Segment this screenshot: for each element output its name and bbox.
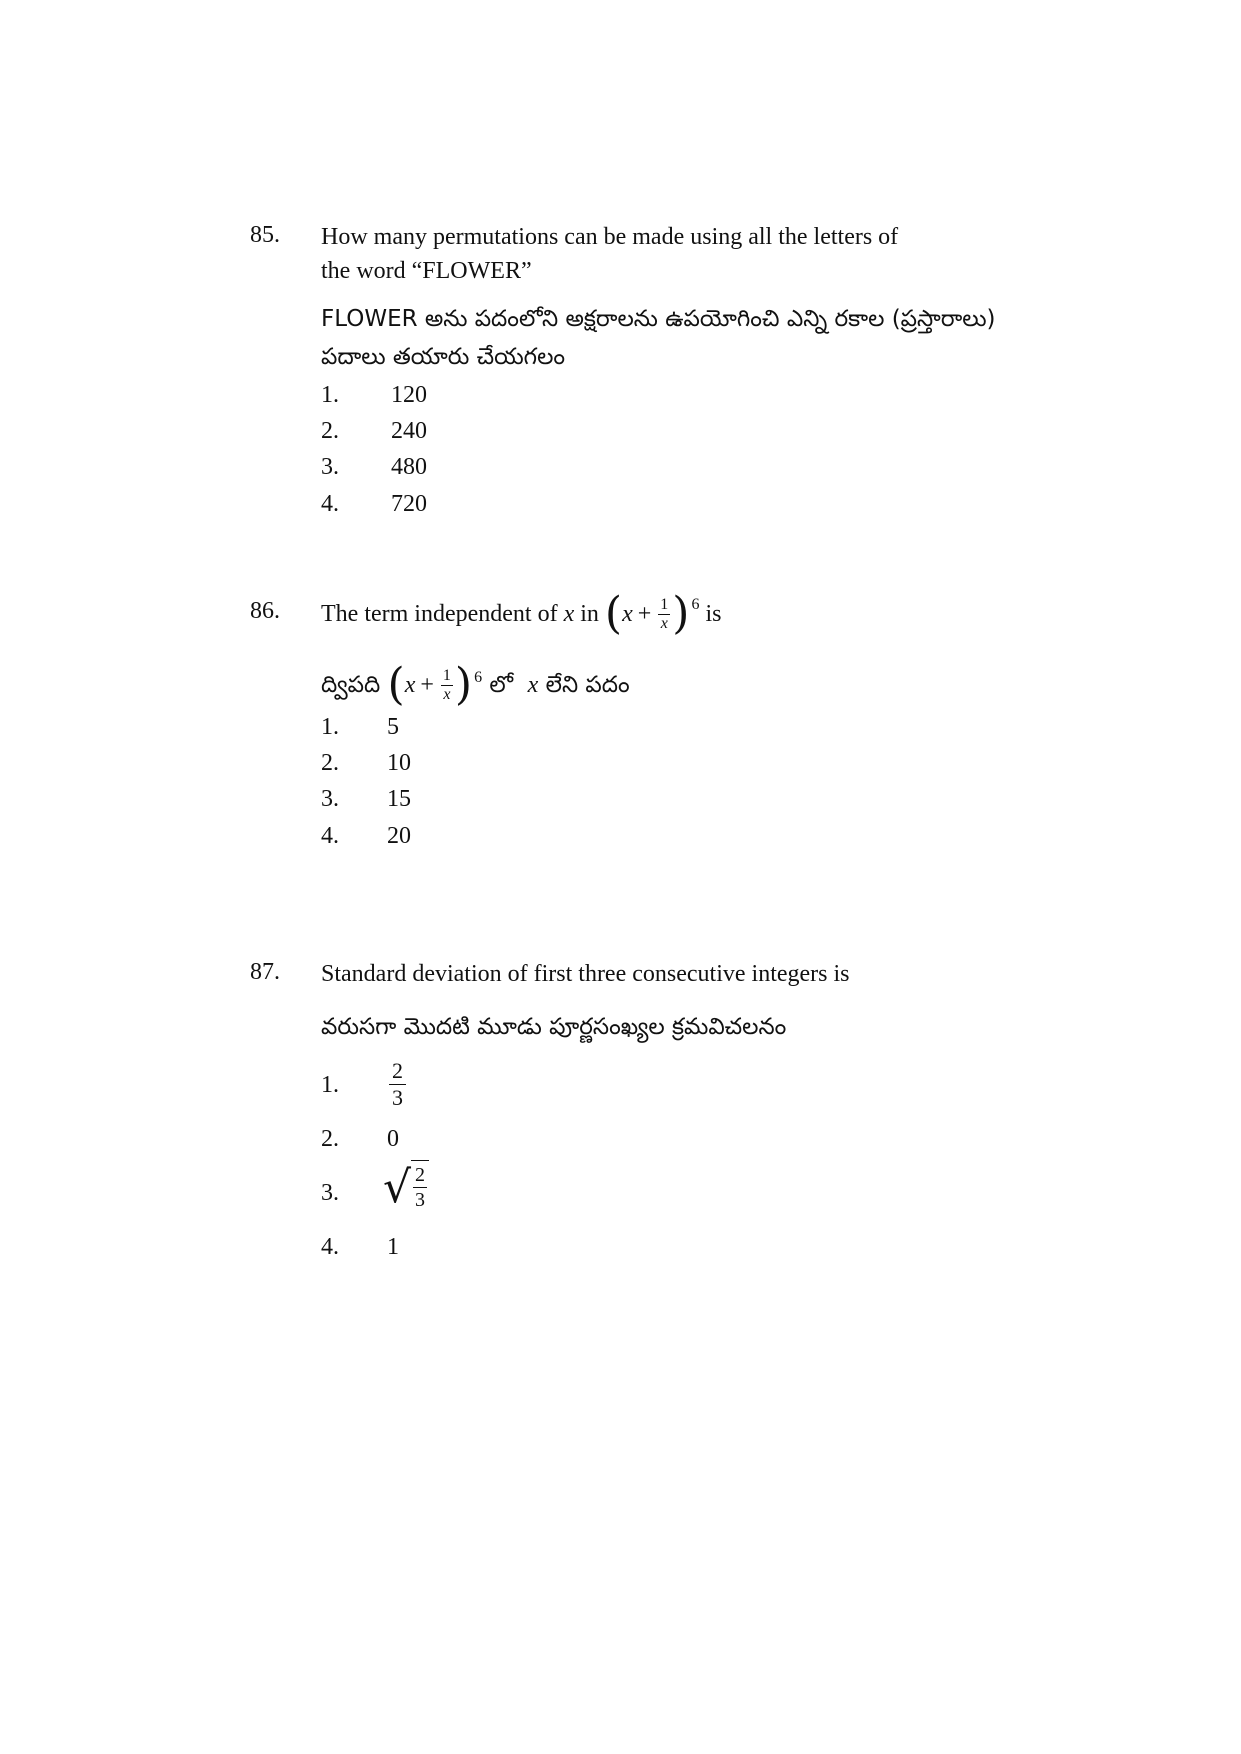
close-paren: )	[672, 588, 690, 639]
english-text: is	[705, 601, 722, 627]
question-text-english	[321, 220, 1081, 288]
fraction-denominator: x	[660, 614, 668, 632]
binomial-expression	[387, 659, 483, 710]
variable-x: x	[563, 601, 575, 627]
fraction-denominator: x	[443, 685, 451, 703]
fraction-numerator: 2	[415, 1164, 426, 1186]
fraction-numerator: 2	[389, 1058, 406, 1085]
telugu-line: FLOWER అను పదంలోని అక్షరాలను ఉపయోగించి ఎన్ని రకాల (ప్రస్తారాలు)	[321, 306, 996, 332]
radicand-fraction	[411, 1160, 429, 1216]
question-text-telugu: వరుసగా మొదటి మూడు పూర్ణసంఖ్యల క్రమవిచలనం	[321, 1014, 787, 1040]
fraction	[441, 667, 453, 704]
telugu-text: లేని పదం	[545, 672, 630, 698]
option-number: 4.	[321, 1234, 339, 1260]
fraction-denominator: 3	[392, 1085, 403, 1110]
plus-sign: +	[637, 601, 652, 627]
fraction-numerator: 1	[660, 595, 669, 613]
option-number: 1.	[321, 714, 339, 740]
option-value: 10	[387, 750, 411, 776]
option-number: 3.	[321, 786, 339, 812]
english-line: How many permutations can be made using all the letters of	[321, 224, 899, 250]
question-number: 85.	[250, 222, 280, 248]
variable-x: x	[622, 601, 633, 627]
option-number: 4.	[321, 823, 339, 849]
option-value: 1	[387, 1234, 399, 1260]
option-number: 3.	[321, 454, 339, 480]
question-number: 86.	[250, 598, 280, 624]
option-value: 20	[387, 823, 411, 849]
option-number: 4.	[321, 491, 339, 517]
radical-sign: √	[383, 1162, 412, 1213]
close-paren: )	[454, 659, 473, 710]
option-number: 1.	[321, 1072, 339, 1098]
option-value: 5	[387, 714, 399, 740]
option-value: 0	[387, 1126, 399, 1152]
option-number: 2.	[321, 750, 339, 776]
open-paren: (	[604, 588, 623, 639]
square-root	[383, 1160, 429, 1216]
question-text-telugu	[321, 300, 1081, 376]
variable-x: x	[404, 672, 416, 698]
question-text-english	[321, 578, 1081, 650]
fraction	[658, 596, 670, 633]
plus-sign: +	[420, 672, 434, 698]
exponent: 6	[691, 596, 700, 613]
open-paren: (	[387, 659, 405, 710]
telugu-line: పదాలు తయారు చేయగలం	[321, 344, 566, 370]
telugu-text: లో	[489, 672, 514, 698]
option-value: 480	[391, 454, 427, 480]
option-number: 2.	[321, 1126, 339, 1152]
option-value	[389, 1058, 406, 1111]
english-line: the word “FLOWER”	[321, 258, 532, 284]
fraction-numerator: 1	[442, 666, 451, 684]
option-value: 720	[391, 491, 427, 517]
fraction-denominator: 3	[415, 1189, 426, 1211]
option-value: 120	[391, 382, 427, 408]
question-text-english: Standard deviation of first three consecutive integers is	[321, 961, 850, 987]
option-value	[383, 1160, 429, 1216]
option-number: 2.	[321, 418, 339, 444]
question-text-telugu	[321, 650, 1081, 720]
option-value: 240	[391, 418, 427, 444]
option-number: 1.	[321, 382, 339, 408]
option-number: 3.	[321, 1180, 339, 1206]
option-value: 15	[387, 786, 411, 812]
english-text: The term independent of	[321, 601, 558, 627]
question-number: 87.	[250, 959, 280, 985]
fraction	[389, 1058, 406, 1111]
telugu-text: ద్విపది	[321, 672, 381, 698]
variable-x: x	[527, 672, 539, 698]
english-text: in	[580, 601, 599, 627]
exponent: 6	[474, 669, 483, 686]
binomial-expression	[604, 588, 700, 639]
